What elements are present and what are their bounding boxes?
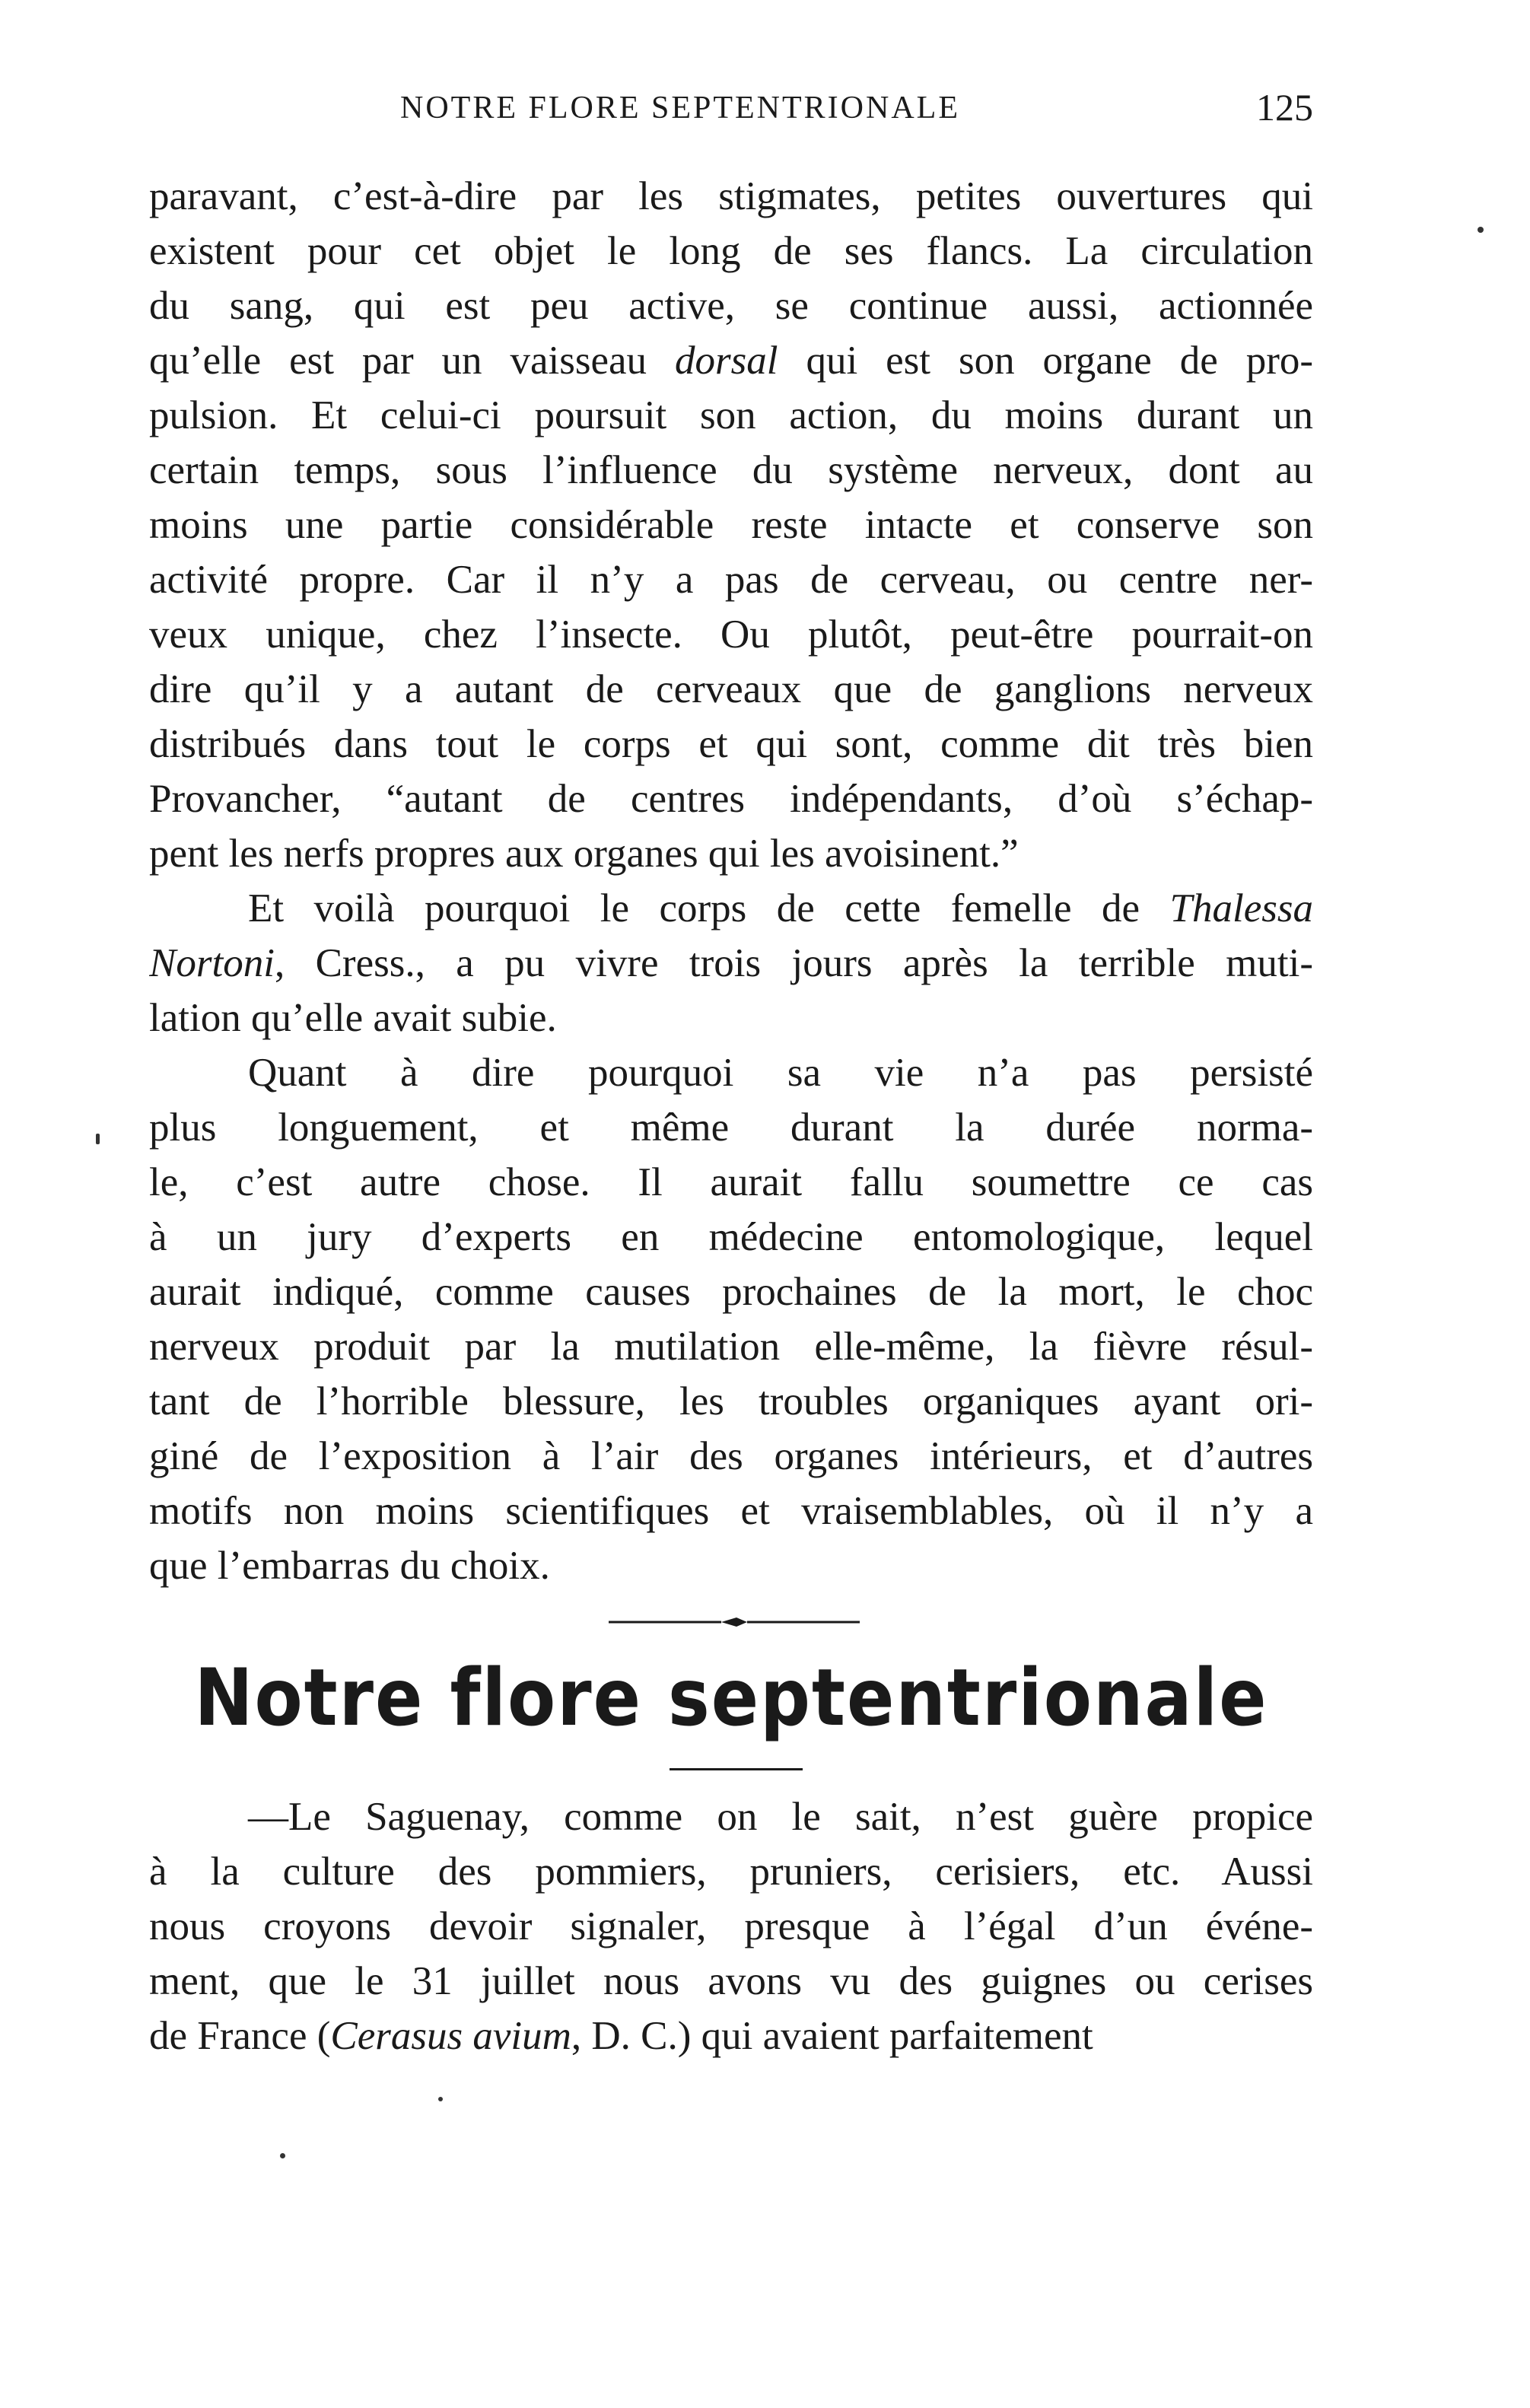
- text-line: [149, 1155, 1313, 1210]
- text-line: [149, 607, 1313, 662]
- page-number: 125: [1256, 86, 1313, 129]
- text-run: Provancher, “autant de centres indépendants, d’où s’échap-: [149, 777, 1313, 821]
- text-run: veux unique, chez l’insecte. Ou plutôt, peut-être pourrait-on: [149, 612, 1313, 657]
- text-run: nerveux produit par la mutilation elle-même, la fièvre résul-: [149, 1325, 1313, 1369]
- text-run: existent pour cet objet le long de ses flancs. La circulation: [149, 229, 1313, 273]
- text-run: tant de l’horrible blessure, les troubles organiques ayant ori-: [149, 1379, 1313, 1423]
- text-line: [149, 2009, 1313, 2063]
- text-run: qu’elle est par un vaisseau: [149, 339, 676, 383]
- text-run: , Cress., a pu vivre trois jours après la terrible muti-: [274, 941, 1313, 985]
- italic-text-run: Nortoni: [149, 941, 275, 985]
- print-speck: [1478, 227, 1484, 233]
- text-run: paravant, c’est-à-dire par les stigmates, petites ouvertures qui: [149, 174, 1313, 218]
- text-run: moins une partie considérable reste intacte et conserve son: [149, 503, 1313, 547]
- text-run: qui est son organe de pro-: [778, 339, 1313, 383]
- text-block-bottom: [149, 1789, 1313, 2063]
- text-line: [149, 1264, 1313, 1319]
- text-run: distribués dans tout le corps et qui sont, comme dit très bien: [149, 722, 1313, 766]
- text-line: [149, 717, 1313, 771]
- text-line: [149, 936, 1313, 991]
- text-run: du sang, qui est peu active, se continue aussi, actionnée: [149, 284, 1313, 328]
- text-line: [149, 1844, 1313, 1899]
- text-line: [149, 881, 1313, 936]
- text-run: pulsion. Et celui-ci poursuit son action, du moins durant un: [149, 393, 1313, 437]
- text-run: à un jury d’experts en médecine entomologique, lequel: [149, 1215, 1313, 1259]
- text-run: plus longuement, et même durant la durée norma-: [149, 1105, 1313, 1150]
- text-run: nous croyons devoir signaler, presque à l’égal d’un événe-: [149, 1904, 1313, 1948]
- text-line: [149, 333, 1313, 388]
- text-run: de France (: [149, 2014, 331, 2058]
- text-run: activité propre. Car il n’y a pas de cerveau, ou centre ner-: [149, 558, 1313, 602]
- text-run: , D. C.) qui avaient parfaitement: [571, 2014, 1093, 2058]
- text-line: [149, 1100, 1313, 1155]
- text-line: [149, 991, 1313, 1045]
- print-speck: [96, 1134, 100, 1144]
- text-line: [149, 498, 1313, 552]
- text-line: [149, 278, 1313, 333]
- text-line: [149, 224, 1313, 278]
- text-line: [149, 1954, 1313, 2009]
- text-run: —Le Saguenay, comme on le sait, n’est guère propice: [248, 1795, 1313, 1839]
- text-run: le, c’est autre chose. Il aurait fallu soumettre ce cas: [149, 1160, 1313, 1204]
- text-run: certain temps, sous l’influence du système nerveux, dont au: [149, 448, 1313, 492]
- running-title: NOTRE FLORE SEPTENTRIONALE: [400, 91, 960, 126]
- text-line: [149, 1045, 1313, 1100]
- text-run: ment, que le 31 juillet nous avons vu des guignes ou cerises: [149, 1959, 1313, 2003]
- print-speck: [438, 2097, 443, 2101]
- text-line: [149, 1789, 1313, 1844]
- text-run: Et voilà pourquoi le corps de cette femelle de: [248, 886, 1170, 930]
- text-line: [149, 169, 1313, 224]
- title-rule: [670, 1768, 803, 1770]
- text-line: [149, 1899, 1313, 1954]
- italic-text-run: Cerasus avium: [330, 2014, 571, 2058]
- text-line: [149, 388, 1313, 443]
- text-line: [149, 1374, 1313, 1429]
- italic-text-run: dorsal: [675, 339, 778, 383]
- text-run: dire qu’il y a autant de cerveaux que de ganglions nerveux: [149, 667, 1313, 711]
- text-line: [149, 443, 1313, 498]
- text-run: Quant à dire pourquoi sa vie n’a pas persisté: [248, 1051, 1313, 1095]
- text-line: [149, 1538, 1313, 1593]
- text-line: [149, 1319, 1313, 1374]
- text-line: [149, 552, 1313, 607]
- text-run: que l’embarras du choix.: [149, 1544, 550, 1588]
- running-head: [149, 86, 1313, 135]
- text-run: pent les nerfs propres aux organes qui les avoisinent.”: [149, 832, 1019, 876]
- text-line: [149, 826, 1313, 881]
- text-line: [149, 662, 1313, 717]
- text-run: lation qu’elle avait subie.: [149, 996, 557, 1040]
- ornament-divider: [609, 1614, 860, 1630]
- section-title: Notre flore septentrionale: [194, 1652, 1268, 1744]
- text-line: [149, 1210, 1313, 1264]
- text-run: motifs non moins scientifiques et vraisemblables, où il n’y a: [149, 1489, 1313, 1533]
- text-run: à la culture des pommiers, pruniers, cerisiers, etc. Aussi: [149, 1850, 1313, 1894]
- text-run: giné de l’exposition à l’air des organes intérieurs, et d’autres: [149, 1434, 1313, 1478]
- text-line: [149, 771, 1313, 826]
- text-block-top: [149, 169, 1313, 1593]
- print-speck: [280, 2153, 285, 2158]
- text-run: aurait indiqué, comme causes prochaines de la mort, le choc: [149, 1270, 1313, 1314]
- text-line: [149, 1484, 1313, 1538]
- italic-text-run: Thalessa: [1169, 886, 1313, 930]
- text-line: [149, 1429, 1313, 1484]
